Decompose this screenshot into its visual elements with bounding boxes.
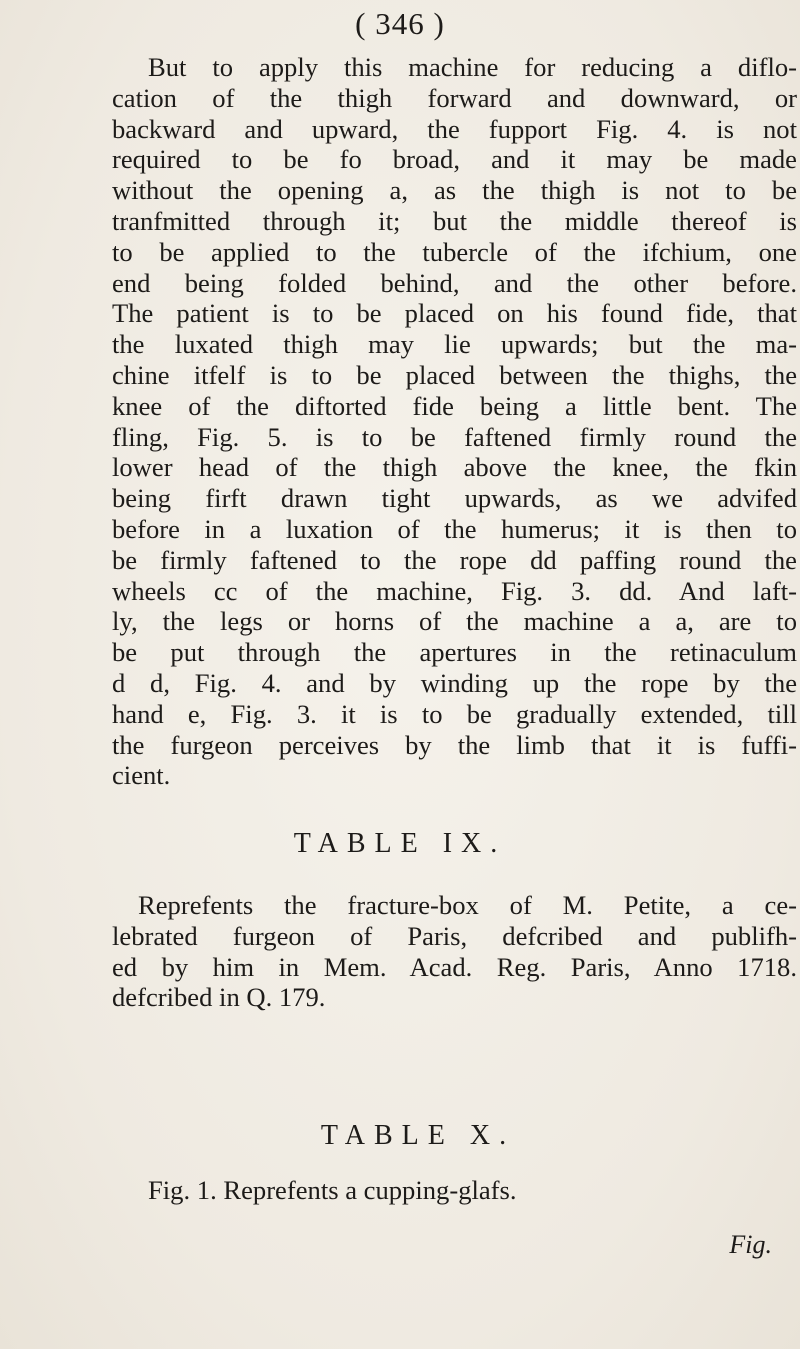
text-line: before in a luxation of the humerus; it is then to [112,513,797,544]
text-line: end being folded behind, and the other before. [112,267,797,298]
catchword: Fig. [729,1230,772,1259]
page-number: ( 346 ) [355,6,445,41]
text-line: the furgeon perceives by the limb that it is fuffi- [112,729,797,760]
text-line: defcribed in Q. 179. [112,982,326,1013]
text-line: d d, Fig. 4. and by winding up the rope by the [112,667,797,698]
text-line: backward and upward, the fupport Fig. 4. is not [112,113,797,144]
text-line: required to be fo broad, and it may be made [112,144,797,175]
text-line: But to apply this machine for reducing a diflo- [148,52,797,82]
main-paragraph [112,52,797,791]
text-line: the luxated thigh may lie upwards; but the ma- [112,329,797,360]
table-x-fig1-caption: Fig. 1. Reprefents a cupping-glafs. [148,1175,517,1205]
text-line: ly, the legs or horns of the machine a a, are to [112,606,797,637]
text-line: to be applied to the tubercle of the ifchium, one [112,236,797,267]
text-line: knee of the diftorted fide being a little bent. The [112,390,797,421]
table-x-heading: TABLE X. [320,1120,516,1151]
text-line: lower head of the thigh above the knee, the fkin [112,452,797,483]
text-line: hand e, Fig. 3. it is to be gradually extended, till [112,698,797,729]
text-line: ed by him in Mem. Acad. Reg. Paris, Anno 1718. [112,951,797,982]
text-line: without the opening a, as the thigh is not to be [112,175,797,206]
text-line: fling, Fig. 5. is to be faftened firmly round the [112,421,797,452]
text-line: lebrated furgeon of Paris, defcribed and publifh- [112,920,797,951]
text-line: Reprefents the fracture-box of M. Petite, a ce- [138,890,797,920]
text-line: tranfmitted through it; but the middle thereof is [112,205,797,236]
text-line: chine itfelf is to be placed between the thighs, the [112,359,797,390]
text-line: be firmly faftened to the rope dd paffing round the [112,544,797,575]
table-ix-heading: TABLE IX. [293,828,507,859]
text-line: wheels cc of the machine, Fig. 3. dd. And laft- [112,575,797,606]
text-line: being firft drawn tight upwards, as we advifed [112,483,797,514]
text-line: be put through the apertures in the retinaculum [112,637,797,668]
text-line: The patient is to be placed on his found fide, that [112,298,797,329]
text-line: cation of the thigh forward and downward, or [112,82,797,113]
table-ix-description [112,890,797,1013]
text-line: cient. [112,760,171,791]
